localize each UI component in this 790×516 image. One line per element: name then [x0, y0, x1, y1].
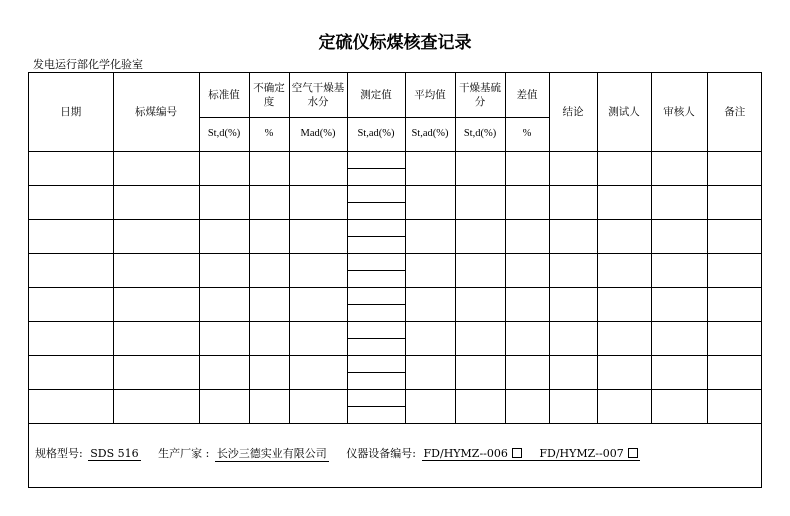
measured-value-cell[interactable]: [347, 389, 405, 406]
record-cell[interactable]: [249, 185, 289, 219]
record-cell[interactable]: [455, 219, 505, 253]
record-cell[interactable]: [199, 253, 249, 287]
record-cell[interactable]: [597, 185, 651, 219]
record-cell[interactable]: [405, 151, 455, 185]
record-cell[interactable]: [549, 389, 597, 423]
measured-value-cell[interactable]: [347, 151, 405, 168]
record-cell[interactable]: [707, 389, 762, 423]
record-cell[interactable]: [249, 287, 289, 321]
record-cell[interactable]: [549, 355, 597, 389]
record-cell[interactable]: [289, 321, 347, 355]
record-cell[interactable]: [199, 355, 249, 389]
header-tester: 测试人: [597, 73, 651, 151]
record-cell[interactable]: [505, 253, 549, 287]
record-cell[interactable]: [651, 253, 707, 287]
record-cell[interactable]: [455, 355, 505, 389]
record-cell[interactable]: [289, 219, 347, 253]
record-cell[interactable]: [405, 355, 455, 389]
record-cell[interactable]: [505, 389, 549, 423]
header-dry-basis-sulfur: 干燥基硫分: [455, 73, 505, 117]
record-row: [29, 151, 762, 168]
record-cell[interactable]: [549, 253, 597, 287]
record-cell[interactable]: [199, 389, 249, 423]
form-footer: [35, 445, 654, 462]
record-cell[interactable]: [405, 219, 455, 253]
record-cell[interactable]: [597, 253, 651, 287]
measured-value-cell[interactable]: [347, 355, 405, 372]
department-label: 发电运行部化学化验室: [33, 58, 143, 71]
unit-air-dry-moisture: Mad(%): [289, 117, 347, 151]
header-air-dry-moisture: 空气干燥基水分: [289, 73, 347, 117]
record-cell[interactable]: [405, 287, 455, 321]
record-cell[interactable]: [707, 151, 762, 185]
record-cell[interactable]: [405, 185, 455, 219]
record-cell[interactable]: [29, 389, 113, 423]
record-row: [29, 355, 762, 372]
record-cell[interactable]: [651, 151, 707, 185]
record-cell[interactable]: [113, 253, 199, 287]
record-cell[interactable]: [455, 389, 505, 423]
measured-value-cell[interactable]: [347, 304, 405, 321]
record-cell[interactable]: [249, 355, 289, 389]
unit-difference: %: [505, 117, 549, 151]
header-conclusion: 结论: [549, 73, 597, 151]
device-number-field: [422, 447, 640, 461]
record-cell[interactable]: [289, 389, 347, 423]
header-std-coal-no: 标煤编号: [113, 73, 199, 151]
record-cell[interactable]: [455, 287, 505, 321]
record-cell[interactable]: [289, 355, 347, 389]
header-std-value: 标准值: [199, 73, 249, 117]
record-cell[interactable]: [29, 287, 113, 321]
unit-uncertainty: %: [249, 117, 289, 151]
record-cell[interactable]: [549, 219, 597, 253]
device-no-1: FD/HYMZ--006: [423, 447, 508, 460]
record-cell[interactable]: [289, 287, 347, 321]
record-cell[interactable]: [549, 151, 597, 185]
record-cell[interactable]: [505, 287, 549, 321]
record-cell[interactable]: [707, 321, 762, 355]
header-average: 平均值: [405, 73, 455, 117]
unit-dry-basis-sulfur: St,d(%): [455, 117, 505, 151]
measured-value-cell[interactable]: [347, 270, 405, 287]
record-cell[interactable]: [549, 185, 597, 219]
record-row: [29, 185, 762, 202]
record-cell[interactable]: [707, 253, 762, 287]
measured-value-cell[interactable]: [347, 287, 405, 304]
record-cell[interactable]: [651, 321, 707, 355]
header-reviewer: 审核人: [651, 73, 707, 151]
record-cell[interactable]: [455, 321, 505, 355]
record-cell[interactable]: [597, 219, 651, 253]
record-cell[interactable]: [29, 185, 113, 219]
record-cell[interactable]: [651, 287, 707, 321]
record-cell[interactable]: [113, 389, 199, 423]
checkbox-icon[interactable]: [628, 448, 638, 458]
record-cell[interactable]: [651, 185, 707, 219]
model-label: 规格型号:: [35, 447, 83, 460]
record-cell[interactable]: [651, 355, 707, 389]
record-cell[interactable]: [707, 355, 762, 389]
record-cell[interactable]: [29, 151, 113, 185]
record-cell[interactable]: [651, 219, 707, 253]
header-remark: 备注: [707, 73, 762, 151]
device-label: 仪器设备编号:: [346, 447, 417, 460]
record-cell[interactable]: [113, 287, 199, 321]
record-cell[interactable]: [199, 219, 249, 253]
record-cell[interactable]: [249, 219, 289, 253]
form-title: 定硫仪标煤核查记录: [318, 33, 472, 53]
record-cell[interactable]: [707, 185, 762, 219]
record-cell[interactable]: [405, 321, 455, 355]
record-cell[interactable]: [113, 185, 199, 219]
unit-std-value: St,d(%): [199, 117, 249, 151]
unit-measured: St,ad(%): [347, 117, 405, 151]
record-cell[interactable]: [113, 219, 199, 253]
measured-value-cell[interactable]: [347, 219, 405, 236]
maker-value: 长沙三德实业有限公司: [216, 447, 327, 460]
record-cell[interactable]: [597, 355, 651, 389]
record-row: [29, 321, 762, 338]
measured-value-cell[interactable]: [347, 185, 405, 202]
measured-value-cell[interactable]: [347, 236, 405, 253]
header-measured: 测定值: [347, 73, 405, 117]
record-cell[interactable]: [455, 151, 505, 185]
record-cell[interactable]: [505, 219, 549, 253]
record-cell[interactable]: [289, 185, 347, 219]
record-cell[interactable]: [707, 287, 762, 321]
measured-value-cell[interactable]: [347, 372, 405, 389]
record-cell[interactable]: [249, 151, 289, 185]
header-date: 日期: [29, 73, 113, 151]
model-value: SDS 516: [90, 447, 139, 460]
record-cell[interactable]: [405, 253, 455, 287]
measured-value-cell[interactable]: [347, 168, 405, 185]
record-cell[interactable]: [597, 389, 651, 423]
record-row: [29, 253, 762, 270]
record-cell[interactable]: [29, 253, 113, 287]
record-cell[interactable]: [29, 321, 113, 355]
record-cell[interactable]: [707, 219, 762, 253]
record-cell[interactable]: [199, 321, 249, 355]
checkbox-icon[interactable]: [512, 448, 522, 458]
record-cell[interactable]: [113, 151, 199, 185]
record-cell[interactable]: [249, 253, 289, 287]
record-cell[interactable]: [249, 321, 289, 355]
record-cell[interactable]: [29, 355, 113, 389]
record-cell[interactable]: [455, 185, 505, 219]
record-cell[interactable]: [29, 219, 113, 253]
maker-label: 生产厂家 :: [158, 447, 210, 460]
record-cell[interactable]: [549, 287, 597, 321]
record-table: [29, 73, 762, 424]
measured-value-cell[interactable]: [347, 321, 405, 338]
record-form: [28, 72, 762, 488]
measured-value-cell[interactable]: [347, 253, 405, 270]
header-difference: 差值: [505, 73, 549, 117]
record-cell[interactable]: [199, 185, 249, 219]
record-cell[interactable]: [289, 253, 347, 287]
record-row: [29, 219, 762, 236]
record-row: [29, 389, 762, 406]
header-uncertainty: 不确定度: [249, 73, 289, 117]
record-cell[interactable]: [549, 321, 597, 355]
measured-value-cell[interactable]: [347, 202, 405, 219]
measured-value-cell[interactable]: [347, 406, 405, 423]
record-cell[interactable]: [199, 151, 249, 185]
record-cell[interactable]: [597, 287, 651, 321]
record-cell[interactable]: [199, 287, 249, 321]
record-cell[interactable]: [505, 321, 549, 355]
record-cell[interactable]: [505, 151, 549, 185]
unit-average: St,ad(%): [405, 117, 455, 151]
record-cell[interactable]: [289, 151, 347, 185]
measured-value-cell[interactable]: [347, 338, 405, 355]
record-cell[interactable]: [113, 355, 199, 389]
device-no-2: FD/HYMZ--007: [539, 447, 624, 460]
record-cell[interactable]: [249, 389, 289, 423]
record-cell[interactable]: [651, 389, 707, 423]
record-cell[interactable]: [505, 185, 549, 219]
record-cell[interactable]: [597, 321, 651, 355]
record-cell[interactable]: [455, 253, 505, 287]
record-cell[interactable]: [505, 355, 549, 389]
record-cell[interactable]: [597, 151, 651, 185]
record-cell[interactable]: [113, 321, 199, 355]
record-cell[interactable]: [405, 389, 455, 423]
record-row: [29, 287, 762, 304]
